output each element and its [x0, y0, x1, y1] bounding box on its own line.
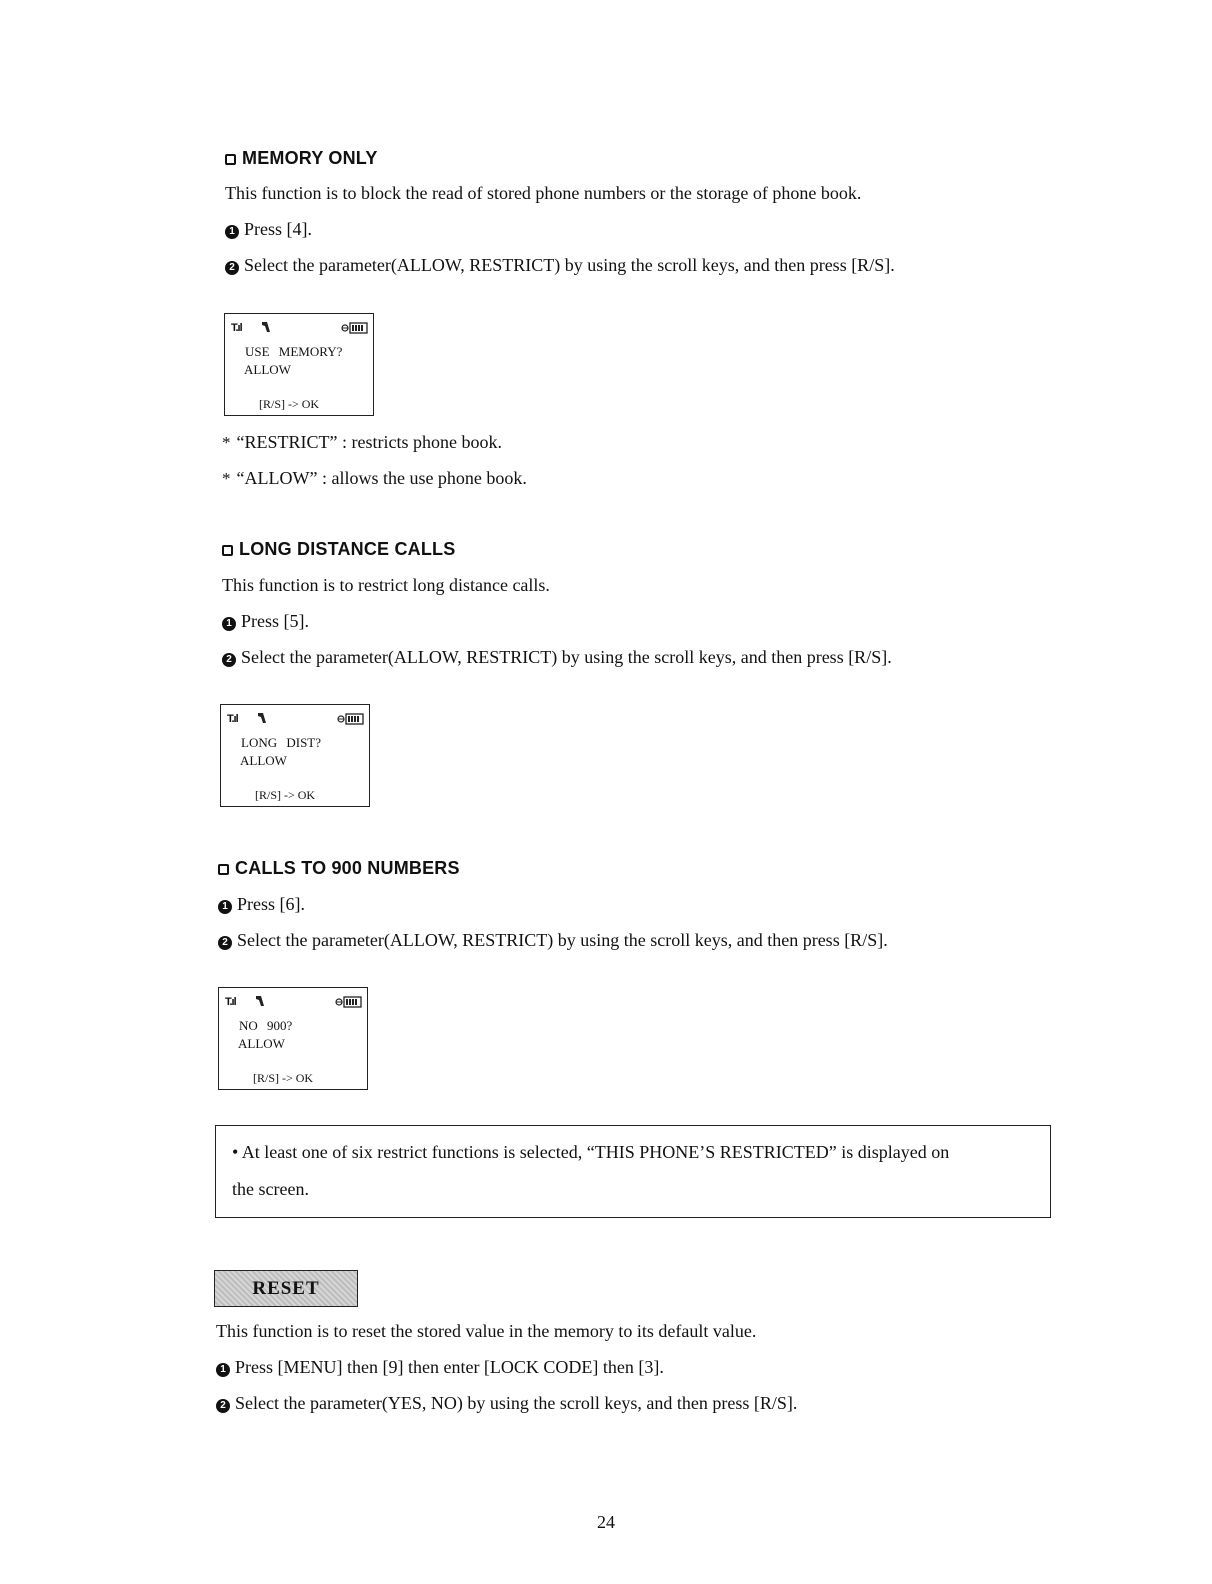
section-intro: This function is to block the read of stored phone numbers or the storage of phone book. [225, 183, 862, 203]
section-intro: This function is to restrict long distance calls. [222, 575, 550, 595]
restriction-note-box [215, 1125, 1051, 1218]
lcd-line-2: ALLOW [238, 1036, 285, 1051]
step-item: 2 Select the parameter(YES, NO) by using the scroll keys, and then press [R/S]. [216, 1393, 797, 1414]
phone-lcd-screen [218, 987, 368, 1090]
note-item: * “ALLOW” : allows the use phone book. [222, 468, 527, 488]
lcd-line-2: ALLOW [244, 362, 291, 377]
asterisk-icon: * [222, 433, 231, 452]
note-box-line-1: • At least one of six restrict functions is selected, “THIS PHONE’S RESTRICTED” is displayed on [232, 1142, 950, 1162]
step-number-icon: 2 [218, 936, 232, 950]
step-item: 1 Press [MENU] then [9] then enter [LOCK CODE] then [3]. [216, 1357, 664, 1378]
signal-strength-icon: T.ıl [227, 713, 238, 725]
section-heading-900-numbers: CALLS TO 900 NUMBERS [218, 858, 460, 879]
section-intro: This function is to reset the stored value in the memory to its default value. [216, 1321, 757, 1341]
note-box-line-2: the screen. [232, 1179, 309, 1199]
lcd-line-1: LONG DIST? [241, 735, 322, 750]
step-number-icon: 1 [218, 900, 232, 914]
page-number: 24 [597, 1512, 615, 1532]
section-heading-memory-only: MEMORY ONLY [225, 148, 378, 169]
step-item: 2 Select the parameter(ALLOW, RESTRICT) by using the scroll keys, and then press [R/S]. [222, 647, 892, 668]
battery-icon [335, 996, 363, 1008]
step-number-icon: 2 [222, 653, 236, 667]
lcd-line-1: NO 900? [239, 1018, 293, 1033]
step-item: 1 Press [4]. [225, 219, 312, 240]
handset-icon [261, 321, 271, 333]
phone-lcd-screen [224, 313, 374, 416]
step-number-icon: 2 [225, 261, 239, 275]
asterisk-icon: * [222, 469, 231, 488]
step-item: 2 Select the parameter(ALLOW, RESTRICT) by using the scroll keys, and then press [R/S]. [218, 930, 888, 951]
lcd-line-3: [R/S] -> OK [259, 397, 320, 411]
step-item: 1 Press [6]. [218, 894, 305, 915]
lcd-line-1: USE MEMORY? [245, 344, 343, 359]
step-item: 1 Press [5]. [222, 611, 309, 632]
signal-strength-icon: T.ıl [231, 322, 242, 334]
step-number-icon: 1 [222, 617, 236, 631]
checkbox-square-icon [218, 864, 229, 875]
step-number-icon: 2 [216, 1399, 230, 1413]
checkbox-square-icon [222, 545, 233, 556]
checkbox-square-icon [225, 154, 236, 165]
handset-icon [255, 995, 265, 1007]
lcd-line-2: ALLOW [240, 753, 287, 768]
step-item: 2 Select the parameter(ALLOW, RESTRICT) by using the scroll keys, and then press [R/S]. [225, 255, 895, 276]
battery-icon [341, 322, 369, 334]
handset-icon [257, 712, 267, 724]
reset-section-badge: RESET [214, 1270, 358, 1307]
lcd-line-3: [R/S] -> OK [255, 788, 316, 802]
step-number-icon: 1 [225, 225, 239, 239]
battery-icon [337, 713, 365, 725]
section-heading-long-distance: LONG DISTANCE CALLS [222, 539, 455, 560]
phone-lcd-screen [220, 704, 370, 807]
lcd-line-3: [R/S] -> OK [253, 1071, 314, 1085]
note-item: * “RESTRICT” : restricts phone book. [222, 432, 502, 452]
signal-strength-icon: T.ıl [225, 996, 236, 1008]
step-number-icon: 1 [216, 1363, 230, 1377]
